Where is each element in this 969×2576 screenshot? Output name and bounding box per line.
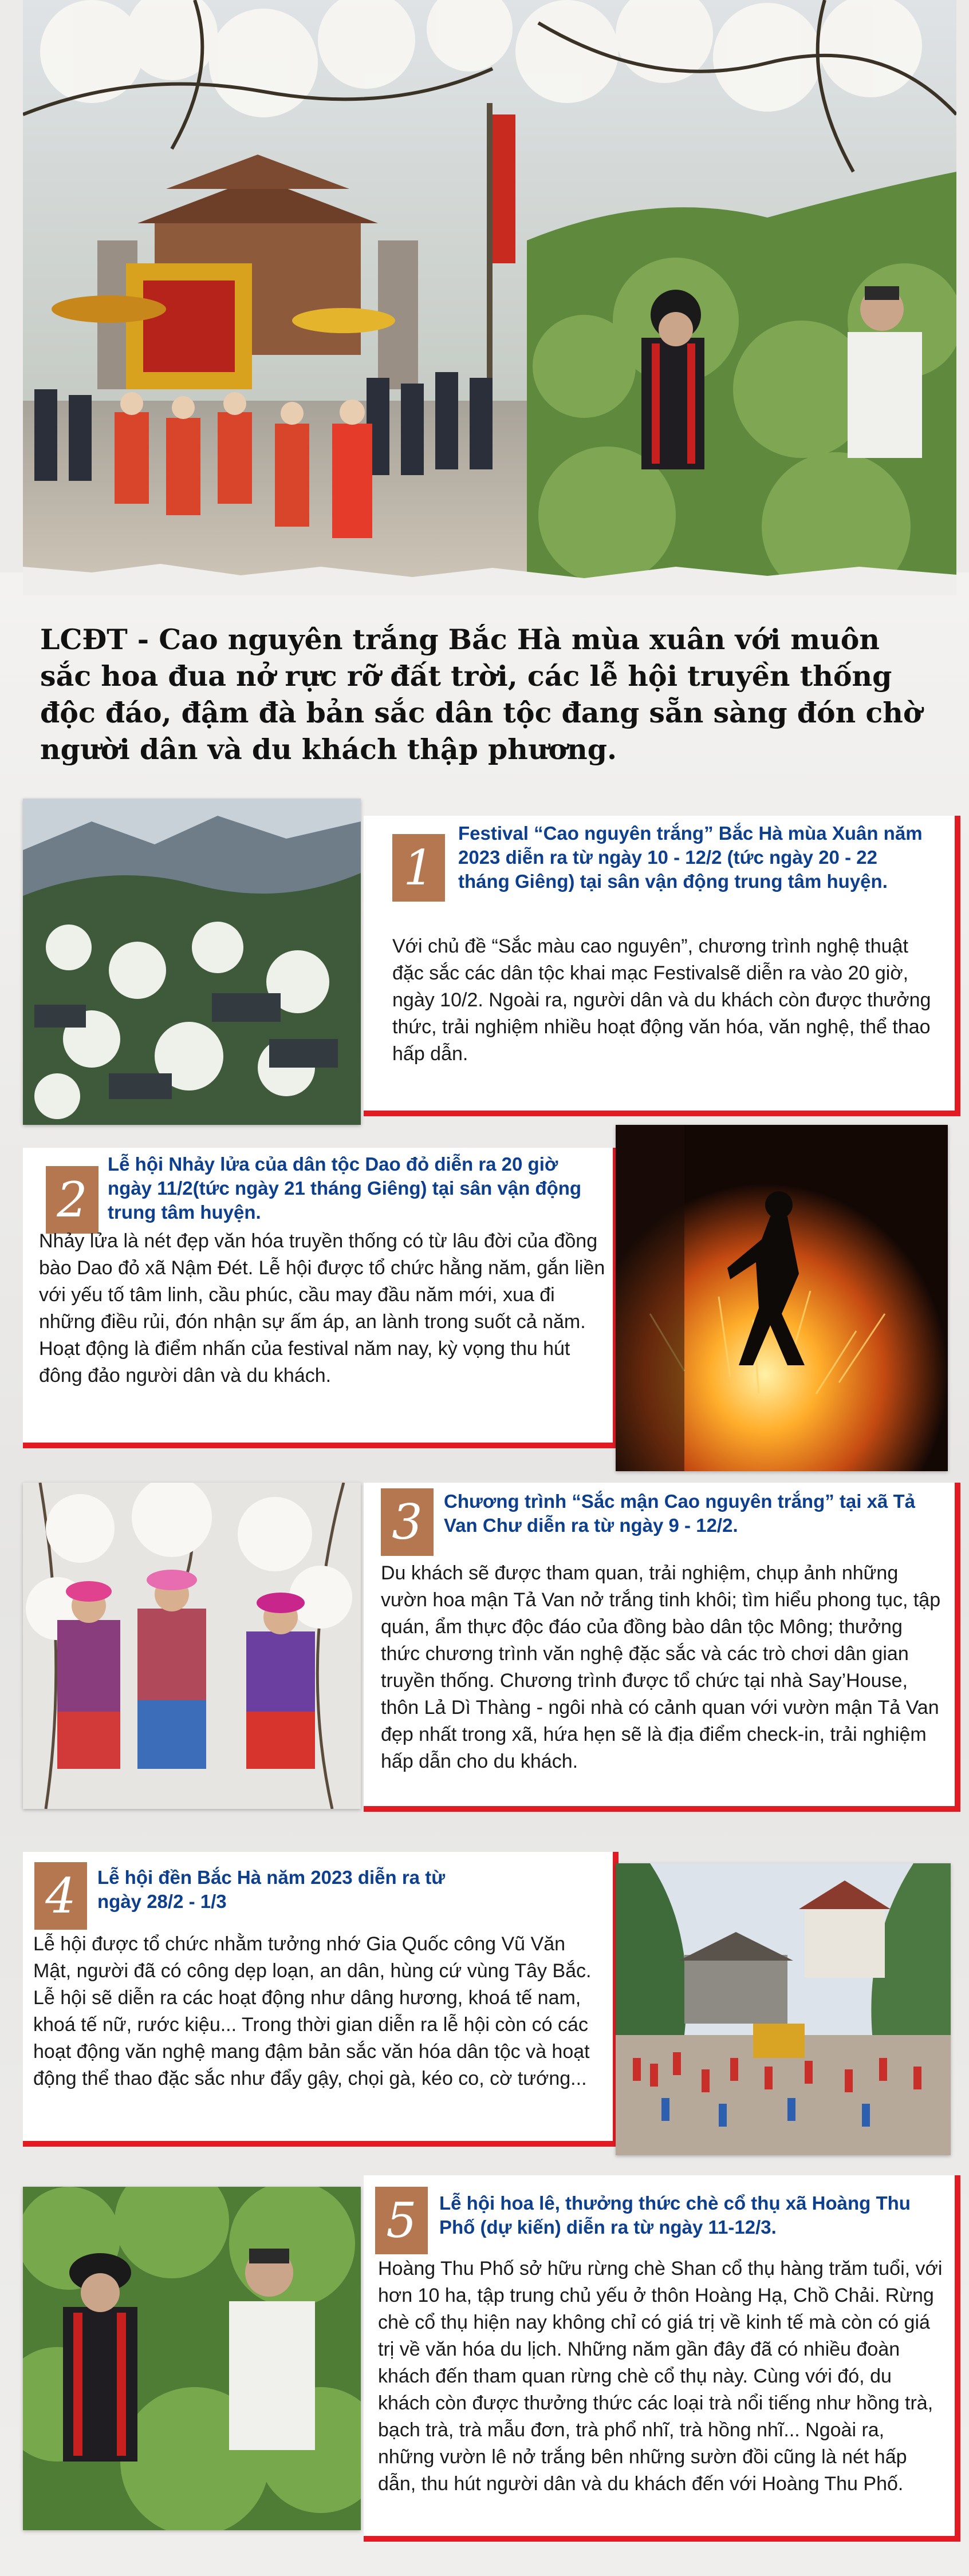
section-2-title: Lễ hội Nhảy lửa của dân tộc Dao đỏ diễn ra 20 giờ ngày 11/2(tức ngày 21 tháng Giêng) tại sân vận động trung tâm huyện.: [108, 1153, 582, 1223]
hero-festival-photo: [23, 0, 956, 595]
section-3-body: Du khách sẽ được tham quan, trải nghiệm, chụp ảnh những vườn hoa mận Tả Van nở trắng tinh khôi; tìm hiểu phong tục, tập quán, ẩm thực độc đáo của đồng bào dân tộc Mông; thưởng thức chương trình văn nghệ đặc sắc và các trò chơi dân gian truyền thống. Chương trình được tổ chức tại nhà Say’House, thôn Lả Dì Thàng - ngôi nhà có cảnh quan với vườn mận Tả Van đẹp nhất trong xã, hứa hẹn sẽ là địa điểm check-in, trải nghiệm hấp dẫn cho du khách.: [381, 1562, 941, 1772]
section-5-card: [364, 2175, 960, 2542]
section-3-number: 3: [381, 1488, 434, 1556]
section-1-body: Với chủ đề “Sắc màu cao nguyên”, chương trình nghệ thuật đặc sắc các dân tộc khai mạc Festivalsẽ diễn ra vào 20 giờ, ngày 10/2. Ngoài ra, người dân và du khách còn được thưởng thức, trải nghiệm nhiều hoạt động văn hóa, văn nghệ, thể thao hấp dẫn.: [392, 935, 931, 1065]
section-2-body: Nhảy lửa là nét đẹp văn hóa truyền thống có từ lâu đời của đồng bào Dao đỏ xã Nậm Đét. Lễ hội được tổ chức hằng năm, gắn liền với yếu tố tâm linh, cầu phúc, cầu may đầu năm mới, xua đi những điều rủi, đón nhận sự ấm áp, an lành trong suốt cả năm. Hoạt động là điểm nhấn của festival năm nay, kỳ vọng thu hút đông đảo người dân và du khách.: [39, 1230, 605, 1386]
section-4-number: 4: [34, 1862, 87, 1930]
section-4-body: Lễ hội được tổ chức nhằm tưởng nhớ Gia Quốc công Vũ Văn Mật, người đã có công dẹp loạn, an dân, hùng cứ vùng Tây Bắc. Lễ hội sẽ diễn ra các hoạt động như dâng hương, khoá tế nam, khoá tế nữ, rước kiệu... Trong thời gian diễn ra lễ hội còn có các hoạt động văn nghệ mang đậm bản sắc văn hóa dân tộc và hoạt động thể thao đặc sắc như đẩy gậy, chọi gà, kéo co, cờ tướng...: [33, 1933, 592, 2089]
section-2-card: [23, 1148, 619, 1448]
section-5-number: 5: [375, 2187, 428, 2254]
hmong-women-photo: [23, 1483, 361, 1809]
tea-picking-photo: [23, 2187, 361, 2530]
section-5-body: Hoàng Thu Phố sở hữu rừng chè Shan cổ thụ hàng trăm tuổi, với hơn 10 ha, tập trung chủ yếu ở thôn Hoàng Hạ, Chồ Chải. Rừng chè cổ thụ hiện nay không chỉ có giá trị về kinh tế mà còn có giá trị về văn hóa du lịch. Những năm gần đây đã có nhiều đoàn khách đến tham quan rừng chè cổ thụ này. Cùng với đó, du khách còn được thưởng thức các loại trà nổi tiếng như hồng trà, bạch trà, trà mẫu đơn, trà phổ nhĩ, trà hồng nhĩ... Ngoài ra, những vườn lê nở trắng bên những sườn đồi cũng là nét hấp dẫn, thu hút người dân và du khách đến với Hoàng Thu Phố.: [378, 2258, 943, 2495]
section-1-title: Festival “Cao nguyên trắng” Bắc Hà mùa Xuân năm 2023 diễn ra từ ngày 10 - 12/2 (tức ngày 20 - 22 tháng Giêng) tại sân vận động trung tâm huyện.: [458, 823, 923, 892]
lead-paragraph: LCĐT - Cao nguyên trắng Bắc Hà mùa xuân với muôn sắc hoa đua nở rực rỡ đất trời, các lễ hội truyền thống độc đáo, đậm đà bản sắc dân tộc đang sẵn sàng đón chờ người dân và du khách thập phương.: [40, 623, 922, 766]
section-1-number: 1: [392, 834, 445, 902]
section-3-title: Chương trình “Sắc mận Cao nguyên trắng” tại xã Tả Van Chư diễn ra từ ngày 9 - 12/2.: [444, 1491, 915, 1536]
section-1-card: [364, 816, 960, 1116]
fire-dance-photo: [616, 1125, 948, 1471]
section-5-title: Lễ hội hoa lê, thưởng thức chè cổ thụ xã Hoàng Thu Phố (dự kiến) diễn ra từ ngày 11-12/3.: [439, 2192, 911, 2238]
section-4-title: Lễ hội đền Bắc Hà năm 2023 diễn ra từ ngày 28/2 - 1/3: [97, 1867, 446, 1912]
village-photo: [23, 799, 361, 1125]
section-4-card: [23, 1852, 619, 2147]
temple-festival-photo: [616, 1863, 951, 2155]
section-3-card: [364, 1483, 960, 1812]
section-2-number: 2: [46, 1166, 99, 1234]
